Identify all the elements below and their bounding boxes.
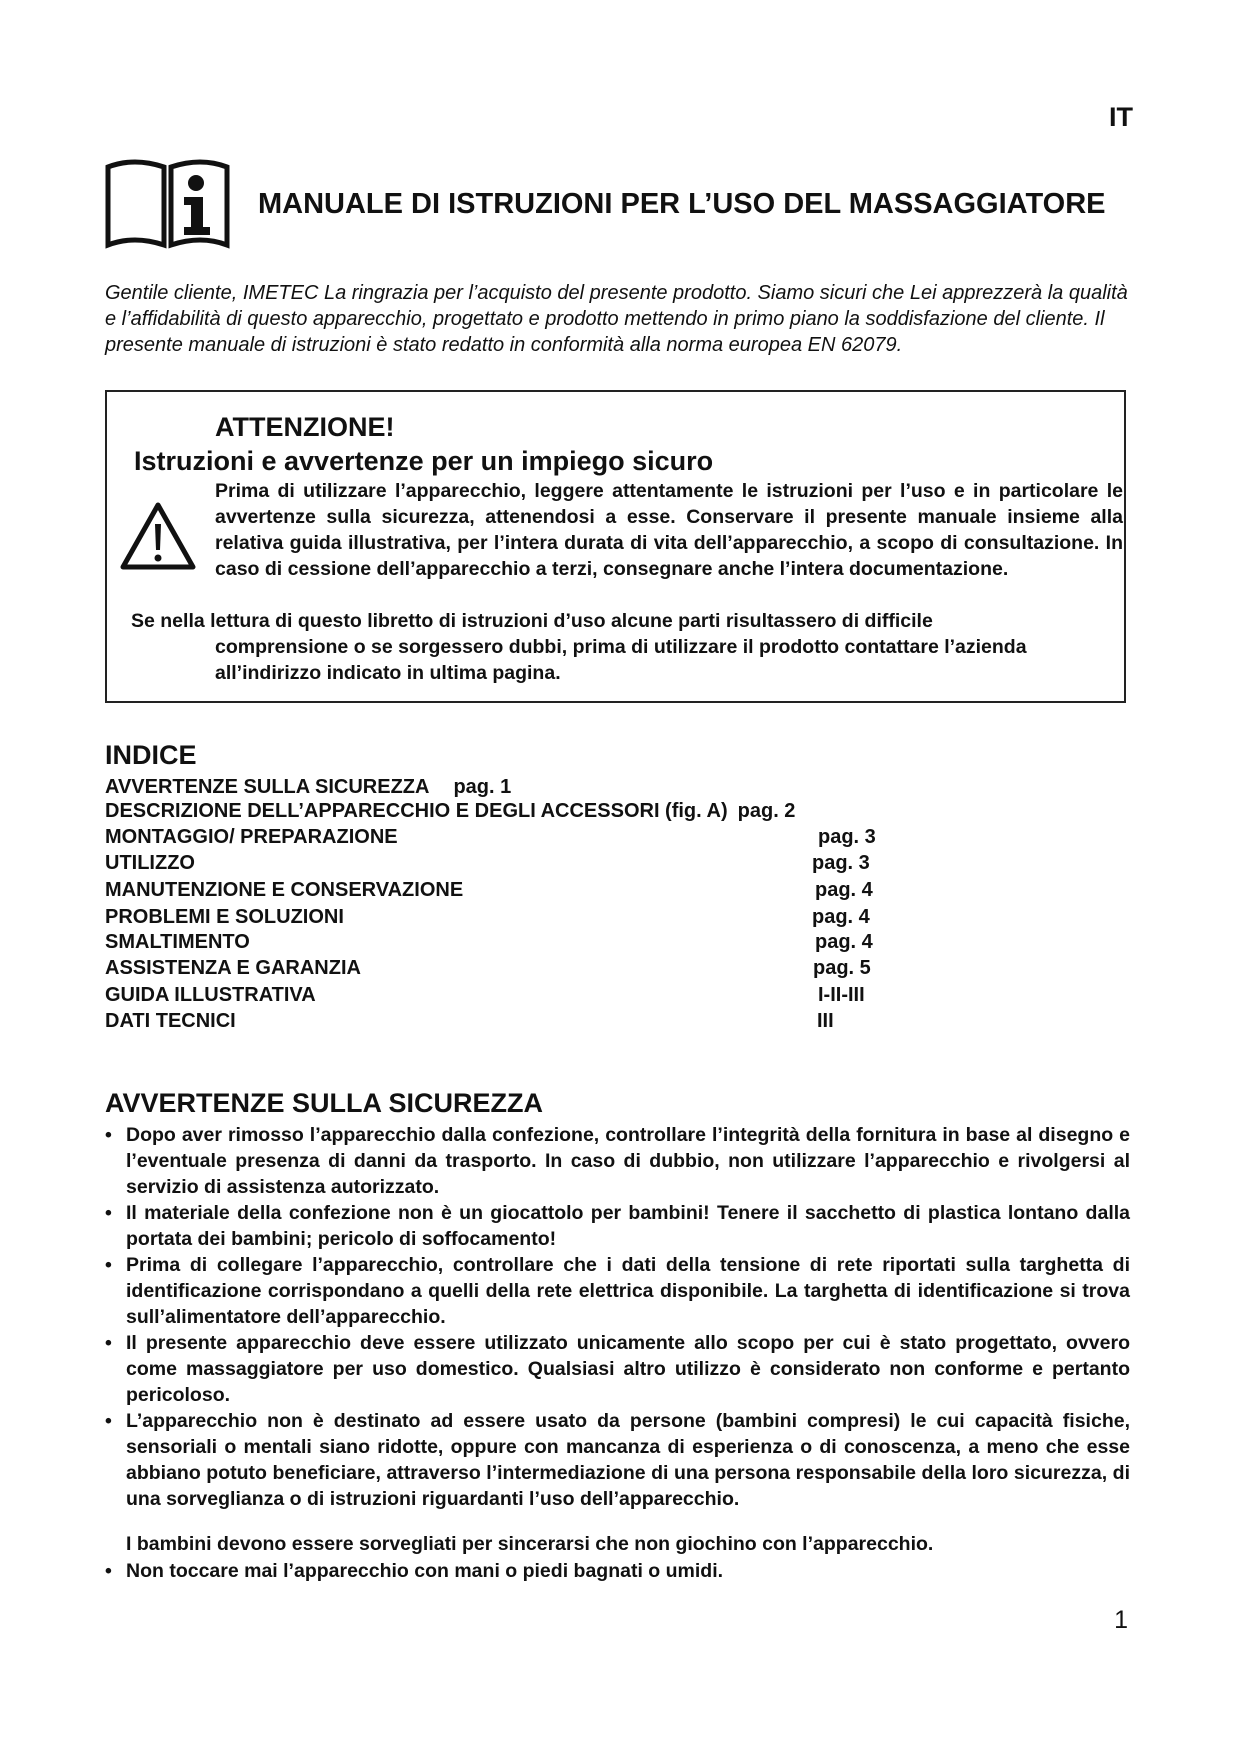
info-manual-icon: [104, 159, 231, 249]
index-title: INDICE: [105, 740, 197, 770]
index-page: pag. 3: [818, 826, 876, 848]
warning-paragraph: Prima di utilizzare l’apparecchio, leggere attentamente le istruzioni per l’uso e in particolare le avvertenze sulla sicurezza, attenendosi a esse. Conservare il presente manuale insieme alla relativa guida illustrativa, per l’intera durata di vita dell’apparecchio, a scopo di consultazione. In caso di cessione dell’apparecchio a terzi, consegnare anche l’intera documentazione.: [215, 480, 1123, 580]
warning-paragraph-2: [131, 608, 1123, 686]
language-code: IT: [1109, 102, 1133, 132]
index-label: SMALTIMENTO: [105, 931, 250, 953]
index-label: ASSISTENZA E GARANZIA: [105, 957, 361, 979]
warning-paragraph-2-first: Se nella lettura di questo libretto di istruzioni d’uso alcune parti risultassero di difficile: [131, 610, 933, 632]
index-page: pag. 4: [812, 906, 870, 928]
index-row: [105, 957, 361, 980]
index-row: [105, 879, 463, 902]
index-row: [105, 1010, 236, 1033]
index-label: DESCRIZIONE DELL’APPARECCHIO E DEGLI ACCESSORI (fig. A): [105, 800, 728, 822]
index-label: MONTAGGIO/ PREPARAZIONE: [105, 826, 398, 848]
index-page: pag. 4: [815, 879, 873, 901]
page-title: MANUALE DI ISTRUZIONI PER L’USO DEL MASSAGGIATORE: [258, 188, 1106, 220]
list-item: • Dopo aver rimosso l’apparecchio dalla confezione, controllare l’integrità della fornitura in base al disegno e l’eventuale presenza di danni da trasporto. In caso di dubbio, non utilizzare l’apparecchio e rivolgersi al servizio di assistenza autorizzato.: [105, 1122, 1130, 1200]
index-page: pag. 3: [812, 852, 870, 874]
index-row: [105, 800, 795, 823]
index-row: [105, 931, 250, 954]
warning-paragraph-2-rest: comprensione o se sorgessero dubbi, prima di utilizzare il prodotto contattare l’azienda all’indirizzo indicato in ultima pagina.: [215, 636, 1027, 684]
list-item: • Il presente apparecchio deve essere utilizzato unicamente allo scopo per cui è stato progettato, ovvero come massaggiatore per uso domestico. Qualsiasi altro utilizzo è considerato non conforme e pertanto pericoloso.: [105, 1330, 1130, 1408]
warning-triangle-icon: [118, 500, 198, 572]
index-row: [105, 852, 195, 875]
index-page: pag. 4: [815, 931, 873, 953]
bullet-dot: •: [105, 1560, 112, 1582]
list-item: • L’apparecchio non è destinato ad essere usato da persone (bambini compresi) le cui capacità fisiche, sensoriali o mentali siano ridotte, oppure con mancanza di esperienza o di conoscenza, a meno che esse abbiano potuto beneficiare, attraverso l’intermediazione di una persona responsabile della loro sicurezza, di una sorveglianza o di istruzioni riguardanti l’uso dell’apparecchio.: [105, 1408, 1130, 1512]
index-page: pag. 2: [737, 800, 796, 822]
index-label: DATI TECNICI: [105, 1010, 236, 1032]
intro-paragraph: Gentile cliente, IMETEC La ringrazia per l’acquisto del presente prodotto. Siamo sicuri che Lei apprezzerà la qualità e l’affidabilità di questo apparecchio, progettato e prodotto mettendo in primo piano la soddisfazione del cliente. Il presente manuale di istruzioni è stato redatto in conformità alla norma europea EN 62079.: [105, 282, 1128, 356]
safety-bullet-list: [105, 1122, 1130, 1512]
index-row: [105, 984, 316, 1007]
index-label: PROBLEMI E SOLUZIONI: [105, 906, 344, 928]
section-title-safety: AVVERTENZE SULLA SICUREZZA: [105, 1088, 544, 1118]
index-label: UTILIZZO: [105, 852, 195, 874]
index-row: [105, 776, 511, 799]
index-page: pag. 1: [453, 776, 512, 798]
list-item: • Il materiale della confezione non è un giocattolo per bambini! Tenere il sacchetto di plastica lontano dalla portata dei bambini; pericolo di soffocamento!: [105, 1200, 1130, 1252]
last-bullet-text: Non toccare mai l’apparecchio con mani o piedi bagnati o umidi.: [126, 1560, 724, 1582]
list-item: [105, 1560, 723, 1583]
warning-heading: ATTENZIONE!: [215, 412, 395, 442]
list-item: • Prima di collegare l’apparecchio, controllare che i dati della tensione di rete riportati sulla targhetta di identificazione corrispondano a quelli della rete elettrica disponibile. La targhetta di identificazione si trova sull’alimentatore dell’apparecchio.: [105, 1252, 1130, 1330]
index-label: MANUTENZIONE E CONSERVAZIONE: [105, 879, 464, 901]
index-row: [105, 906, 344, 929]
index-page: I-II-III: [818, 984, 865, 1006]
index-label: GUIDA ILLUSTRATIVA: [105, 984, 316, 1006]
warning-subheading: Istruzioni e avvertenze per un impiego sicuro: [134, 446, 714, 476]
index-row: [105, 826, 398, 849]
index-page: pag. 5: [813, 957, 871, 979]
page-number: 1: [1114, 1606, 1128, 1634]
index-page: III: [817, 1010, 834, 1032]
children-note: I bambini devono essere sorvegliati per sincerarsi che non giochino con l’apparecchio.: [126, 1533, 934, 1555]
index-label: AVVERTENZE SULLA SICUREZZA: [105, 776, 430, 798]
